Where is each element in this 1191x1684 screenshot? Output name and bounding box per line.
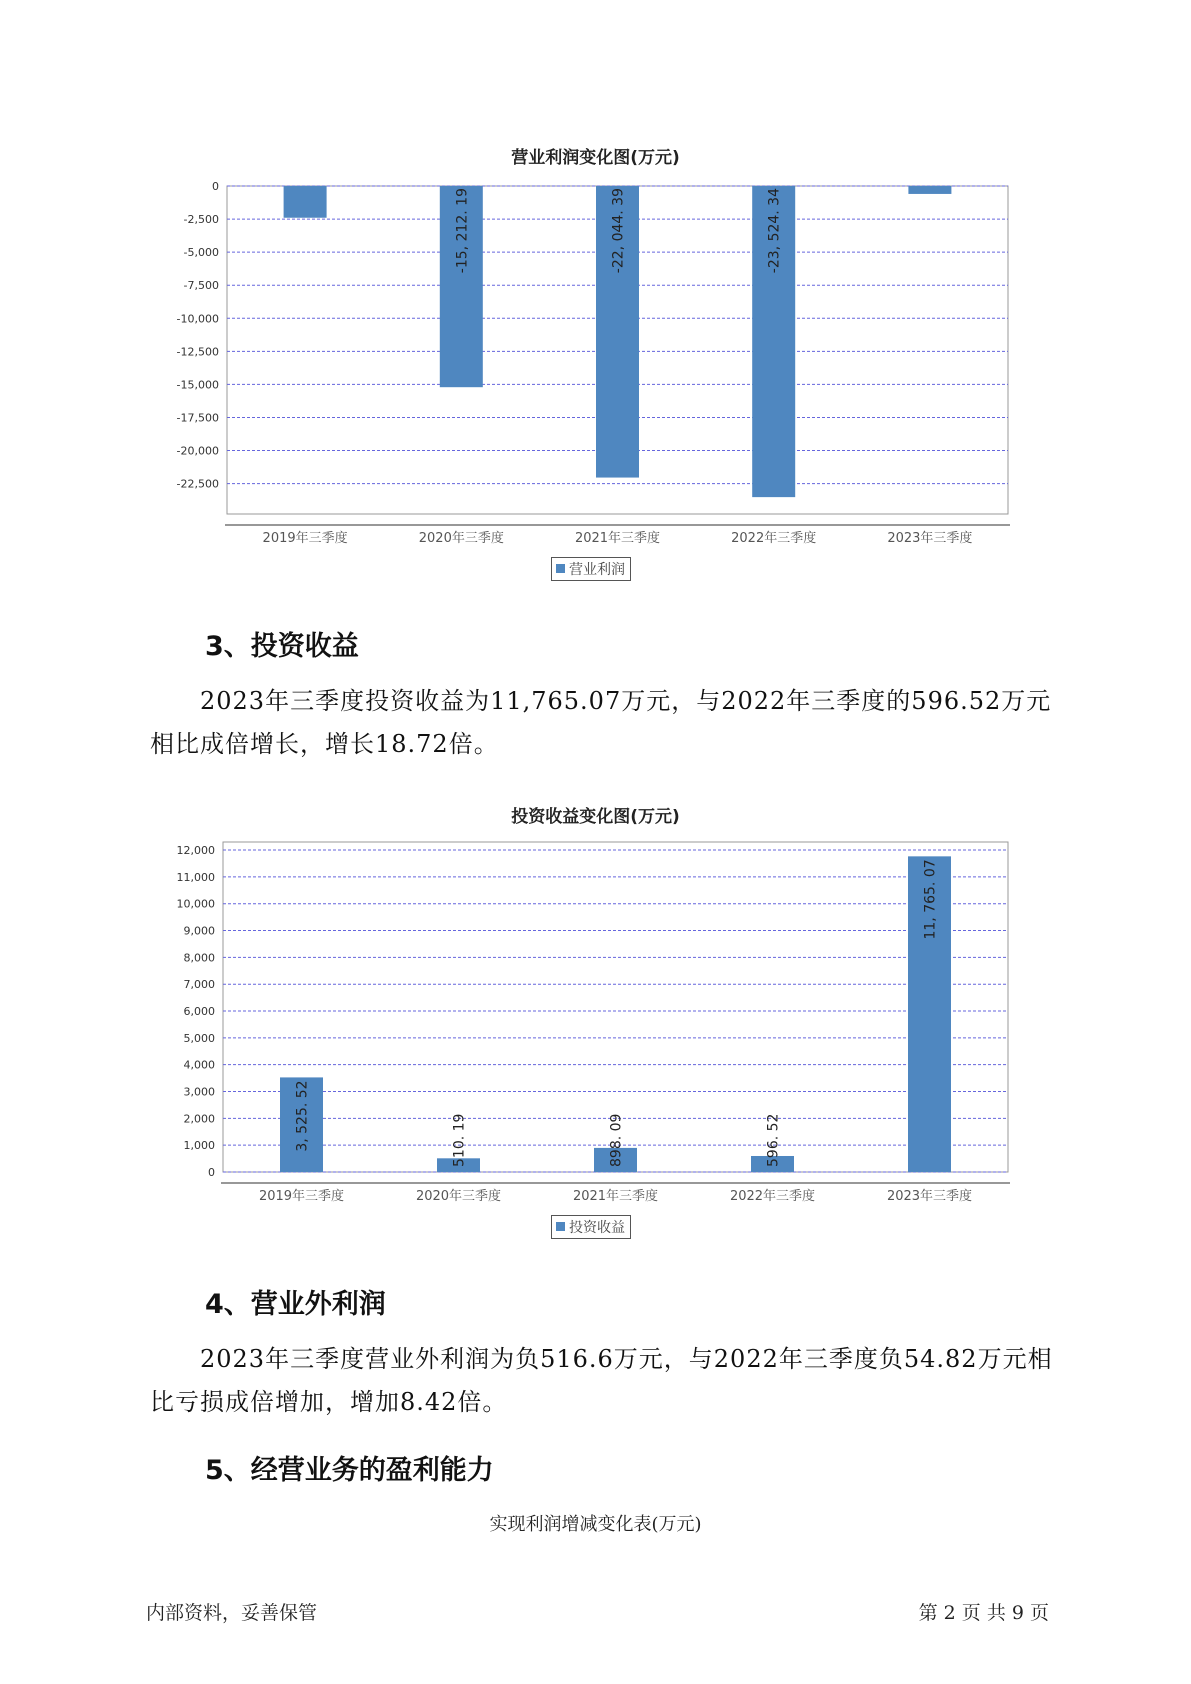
y-tick-label: -7,500 xyxy=(183,279,219,293)
y-tick-label: 5,000 xyxy=(183,1031,215,1045)
y-tick-label: 4,000 xyxy=(183,1058,215,1072)
x-tick-label: 2019年三季度 xyxy=(258,1189,345,1204)
y-tick-label: -20,000 xyxy=(176,444,219,458)
x-tick-label: 2020年三季度 xyxy=(418,531,504,546)
y-tick-label: 12,000 xyxy=(176,844,215,858)
legend-swatch xyxy=(556,1222,565,1231)
data-label: 898. 09 xyxy=(608,1113,625,1167)
x-tick-label: 2022年三季度 xyxy=(731,531,817,546)
x-tick-label: 2021年三季度 xyxy=(572,1189,659,1204)
y-tick-label: 11,000 xyxy=(176,870,215,884)
y-tick-label: 6,000 xyxy=(183,1005,215,1019)
x-tick-label: 2020年三季度 xyxy=(415,1189,502,1204)
y-tick-label: -22,500 xyxy=(176,477,219,491)
data-label: 596. 52 xyxy=(765,1113,782,1167)
section3-paragraph: 2023年三季度投资收益为11,765.07万元，与2022年三季度的596.52万元相比成倍增长，增长18.72倍。 xyxy=(150,687,1052,758)
section5-heading: 5、经营业务的盈利能力 xyxy=(205,1455,494,1486)
y-tick-label: 0 xyxy=(212,180,219,193)
y-tick-label: -5,000 xyxy=(183,246,219,260)
y-tick-label: -17,500 xyxy=(176,411,219,425)
x-tick-label: 2023年三季度 xyxy=(887,531,973,546)
chart1-legend-label: 营业利润 xyxy=(569,562,625,578)
chart2-title: 投资收益变化图(万元) xyxy=(511,807,680,827)
data-label: 510. 19 xyxy=(451,1113,468,1167)
y-tick-label: 8,000 xyxy=(183,951,215,965)
section4-heading: 4、营业外利润 xyxy=(205,1289,386,1320)
section3-heading: 3、投资收益 xyxy=(205,631,359,662)
chart2-legend xyxy=(551,1215,631,1239)
x-tick-label: 2023年三季度 xyxy=(886,1189,973,1204)
data-label: -15, 212. 19 xyxy=(454,188,471,274)
x-tick-label: 2019年三季度 xyxy=(262,531,348,546)
chart2-legend-label: 投资收益 xyxy=(569,1220,625,1236)
y-tick-label: 0 xyxy=(208,1166,215,1179)
y-tick-label: -2,500 xyxy=(183,213,219,227)
y-tick-label: 7,000 xyxy=(183,978,215,992)
y-tick-label: -15,000 xyxy=(176,378,219,392)
data-label: -23, 524. 34 xyxy=(766,188,783,274)
footer-left: 内部资料，妥善保管 xyxy=(146,1602,318,1624)
section4-paragraph: 2023年三季度营业外利润为负516.6万元，与2022年三季度负54.82万元相比亏损成倍增加，增加8.42倍。 xyxy=(150,1345,1053,1416)
data-label: 3, 525. 52 xyxy=(294,1080,311,1152)
x-tick-label: 2021年三季度 xyxy=(574,531,661,546)
x-tick-label: 2022年三季度 xyxy=(729,1189,816,1204)
table-caption: 实现利润增减变化表(万元) xyxy=(489,1514,702,1535)
chart1-title: 营业利润变化图(万元) xyxy=(511,148,680,168)
data-label: -22, 044. 39 xyxy=(610,188,627,274)
y-tick-label: 10,000 xyxy=(176,897,215,911)
y-tick-label: 2,000 xyxy=(183,1112,215,1126)
y-tick-label: 3,000 xyxy=(183,1085,215,1099)
footer-page-number: 第 2 页 共 9 页 xyxy=(918,1602,1049,1624)
data-label: 11, 765. 07 xyxy=(922,859,939,940)
y-tick-label: 1,000 xyxy=(183,1139,215,1153)
y-tick-label: -10,000 xyxy=(176,312,219,326)
y-tick-label: -12,500 xyxy=(176,345,219,359)
y-tick-label: 9,000 xyxy=(183,924,215,938)
